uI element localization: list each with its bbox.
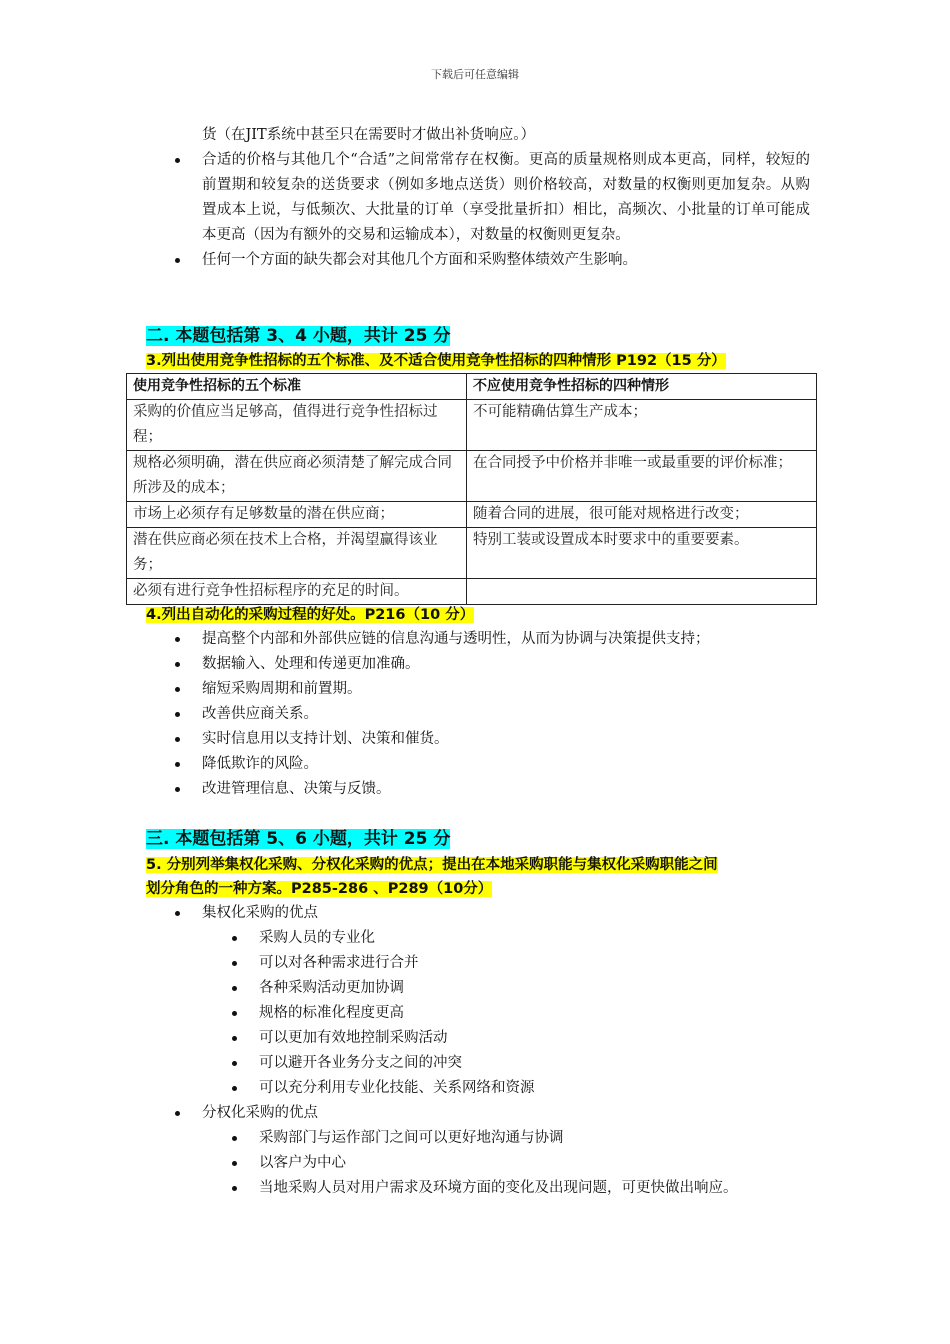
page-header: 下载后可任意编辑 [431,68,519,81]
table-row [127,451,817,502]
table-cell: 市场上必须存有足够数量的潜在供应商； [127,502,467,528]
column-header: 使用竞争性招标的五个标准 [127,374,467,400]
table-row [127,502,817,528]
table-cell: 采购的价值应当足够高，值得进行竞争性招标过程； [127,400,467,451]
column-header: 不应使用竞争性招标的四种情形 [467,374,817,400]
bullet-icon [232,986,237,991]
bullet-icon [232,1136,237,1141]
section-title: 二. 本题包括第 3、4 小题，共计 25 分 [146,326,451,346]
list-item: 采购部门与运作部门之间可以更好地沟通与协调 [232,1126,832,1151]
decentral-benefits-list [232,1126,832,1201]
list-item: 当地采购人员对用户需求及环境方面的变化及出现问题，可更快做出响应。 [232,1176,832,1201]
bullet-icon [175,258,180,263]
question-heading: 4.列出自动化的采购过程的好处。P216（10 分） [146,607,475,623]
bullet-icon [232,936,237,941]
list-item: 分权化采购的优点 [175,1101,825,1126]
list-item: 数据输入、处理和传递更加准确。 [175,652,825,677]
table-header-row [127,374,817,400]
list-item: 各种采购活动更加协调 [232,976,832,1001]
list-item: 改进管理信息、决策与反馈。 [175,777,825,802]
criteria-table [126,373,817,605]
benefits-list [175,627,825,802]
list-item: 可以对各种需求进行合并 [232,951,832,976]
table-row [127,528,817,579]
bullet-icon [232,1186,237,1191]
table-cell: 必须有进行竞争性招标程序的充足的时间。 [127,579,467,605]
bullet-icon [175,1111,180,1116]
list-item: 任何一个方面的缺失都会对其他几个方面和采购整体绩效产生影响。 [175,248,810,273]
table-row [127,579,817,605]
bullet-icon [232,1036,237,1041]
bullet-icon [175,737,180,742]
bullet-icon [232,1061,237,1066]
list-item: 采购人员的专业化 [232,926,832,951]
list-item: 可以避开各业务分支之间的冲突 [232,1051,832,1076]
list-item: 改善供应商关系。 [175,702,825,727]
question-heading-cont: 划分角色的一种方案。P285-286 、P289（10分） [146,881,493,897]
list-item: 提高整个内部和外部供应链的信息沟通与透明性，从而为协调与决策提供支持； [175,627,825,652]
question-heading: 3.列出使用竞争性招标的五个标准、及不适合使用竞争性招标的四种情形 P192（15 分） [146,353,726,369]
bullet-icon [175,637,180,642]
bullet-icon [175,787,180,792]
bullet-icon [175,687,180,692]
table-row [127,400,817,451]
bullet-icon [232,1086,237,1091]
top-bullet-list [175,148,810,273]
table-cell: 在合同授予中价格并非唯一或最重要的评价标准； [467,451,817,502]
bullet-icon [175,712,180,717]
question-heading: 5. 分别列举集权化采购、分权化采购的优点；提出在本地采购职能与集权化采购职能之间 [146,857,718,873]
bullet-icon [232,1011,237,1016]
list-item: 可以充分利用专业化技能、关系网络和资源 [232,1076,832,1101]
bullet-icon [232,961,237,966]
list-item: 以客户为中心 [232,1151,832,1176]
list-item: 实时信息用以支持计划、决策和催货。 [175,727,825,752]
table-cell: 随着合同的进展，很可能对规格进行改变； [467,502,817,528]
section-title: 三. 本题包括第 5、6 小题，共计 25 分 [146,829,451,849]
table-cell: 潜在供应商必须在技术上合格，并渴望赢得该业务； [127,528,467,579]
table-cell: 不可能精确估算生产成本； [467,400,817,451]
list-item: 降低欺诈的风险。 [175,752,825,777]
bullet-icon [175,911,180,916]
bullet-icon [175,662,180,667]
list-item: 集权化采购的优点 [175,901,825,926]
list-item: 缩短采购周期和前置期。 [175,677,825,702]
continuation-text: 货（在JIT系统中甚至只在需要时才做出补货响应。） [202,127,535,143]
central-heading-list [175,901,825,926]
central-benefits-list [232,926,832,1101]
table-cell [467,579,817,605]
table-cell: 规格必须明确，潜在供应商必须清楚了解完成合同所涉及的成本； [127,451,467,502]
decentral-heading-list [175,1101,825,1126]
list-item: 合适的价格与其他几个“合适”之间常常存在权衡。更高的质量规格则成本更高，同样，较短的前置期和较复杂的送货要求（例如多地点送货）则价格较高，对数量的权衡则更加复杂。从购置成本上说，与低频次、大批量的订单（享受批量折扣）相比，高频次、小批量的订单可能成本更高（因为有额外的交易和运输成本），对数量的权衡则更复杂。 [175,148,810,248]
bullet-icon [175,158,180,163]
bullet-icon [232,1161,237,1166]
table-cell: 特别工装或设置成本时要求中的重要要素。 [467,528,817,579]
list-item: 可以更加有效地控制采购活动 [232,1026,832,1051]
bullet-icon [175,762,180,767]
list-item: 规格的标准化程度更高 [232,1001,832,1026]
